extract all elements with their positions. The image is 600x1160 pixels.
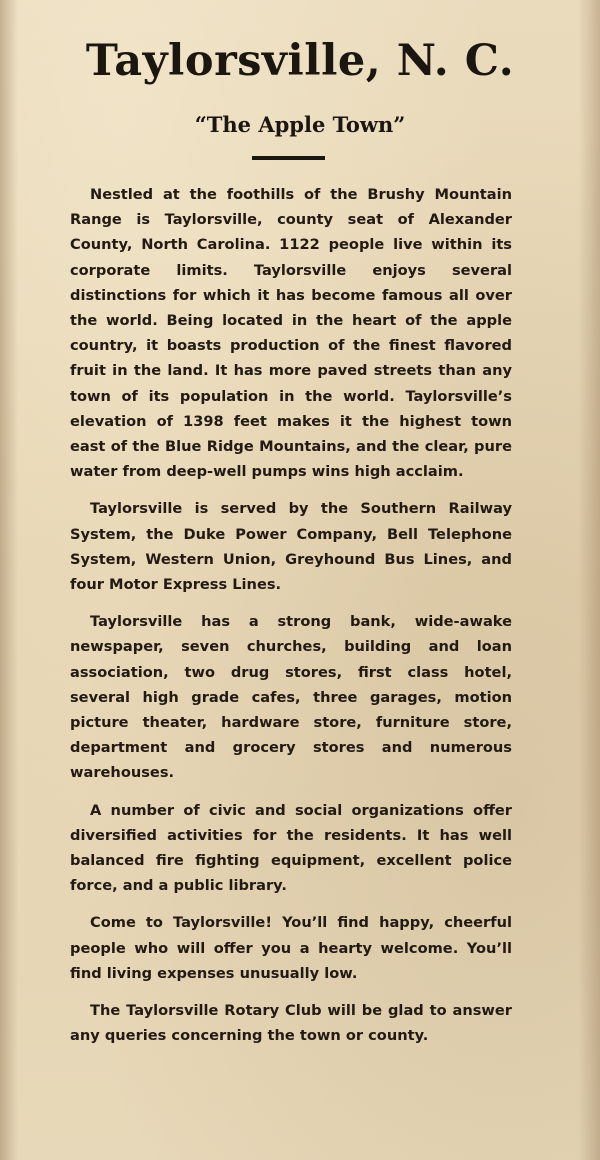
title-divider xyxy=(252,156,325,160)
paragraph-rotary: The Taylorsville Rotary Club will be glad to answer any queries concerning the town or county. xyxy=(70,1002,512,1045)
page-subtitle: “The Apple Town” xyxy=(194,112,406,137)
page-title: Taylorsville, N. C. xyxy=(85,36,515,86)
paragraph-invitation: Come to Taylorsville! You’ll find happy, cheerful people who will offer you a hearty welcome. You’ll find living expenses unusually low. xyxy=(70,914,512,982)
page-edge-shadow-right xyxy=(578,0,600,1160)
article-body xyxy=(70,182,512,1049)
paragraph-businesses: Taylorsville has a strong bank, wide-awake newspaper, seven churches, building and loan association, two drug stores, first class hotel, several high grade cafes, three garages, motion picture theater, hardware store, furniture store, department and grocery stores and numerous warehouses. xyxy=(70,613,512,782)
paragraph-intro: Nestled at the foothills of the Brushy Mountain Range is Taylorsville, county seat of Alexander County, North Carolina. 1122 people live within its corporate limits. Taylorsville enjoys several distinctions for which it has become famous all over the world. Being located in the heart of the apple country, it boasts production of the finest flavored fruit in the land. It has more paved streets than any town of its population in the world. Taylorsville’s elevation of 1398 feet makes it the highest town east of the Blue Ridge Mountains, and the clear, pure water from deep-well pumps wins high acclaim. xyxy=(70,186,512,481)
paragraph-services: Taylorsville is served by the Southern Railway System, the Duke Power Company, Bell Telephone System, Western Union, Greyhound Bus Lines, and four Motor Express Lines. xyxy=(70,500,512,594)
paragraph-civic: A number of civic and social organizations offer diversified activities for the residents. It has well balanced fire fighting equipment, excellent police force, and a public library. xyxy=(70,801,512,895)
page-edge-shadow-left xyxy=(0,0,18,1160)
